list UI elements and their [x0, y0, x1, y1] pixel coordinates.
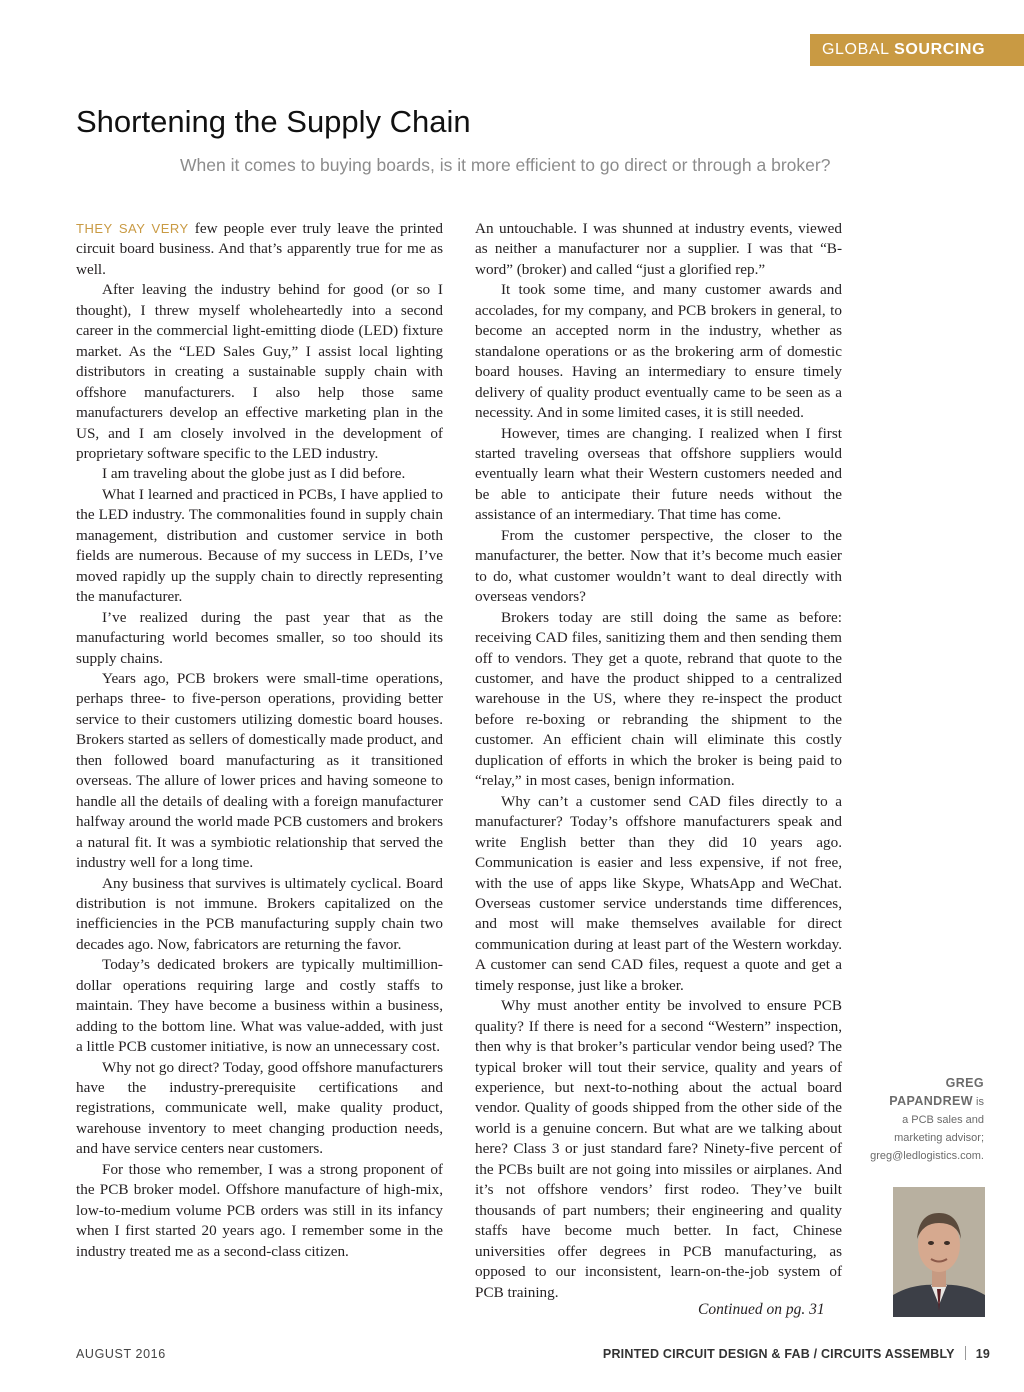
paragraph: Why can’t a customer send CAD files directly to a manufacturer? Today’s offshore manufacturers speak and write English better than they did 10 years ago. Communication is easier and less expensive, if not free, with the use of apps like Skype, WhatsApp and WeChat. Overseas customer service understands time differences, and most will make themselves available for direct communication during at least part of the Western workday. A customer can send CAD files, request a quote and get a timely response, just like a broker. — [475, 792, 842, 994]
paragraph: I’ve realized during the past year that as the manufacturing world becomes smaller, so too should its supply chains. — [76, 608, 443, 667]
author-photo — [893, 1187, 985, 1317]
section-tab — [810, 34, 1024, 66]
lead-in: THEY SAY VERY — [76, 221, 189, 236]
article-deck: When it comes to buying boards, is it more efficient to go direct or through a broker? — [180, 155, 831, 175]
bio-line-1: a PCB sales and — [902, 1114, 984, 1126]
paragraph: An untouchable. I was shunned at industry events, viewed as neither a manufacturer nor a supplier. I was that “B-word” (broker) and called “just a glorified rep.” — [475, 220, 842, 278]
paragraph: THEY SAY VERY few people ever truly leave the printed circuit board business. And that’s apparently true for me as well. — [76, 220, 443, 278]
footer-publication — [603, 1346, 990, 1361]
section-label-bold: SOURCING — [894, 41, 986, 58]
right-column — [475, 219, 842, 1303]
issue-date: AUGUST 2016 — [76, 1347, 166, 1361]
paragraph: What I learned and practiced in PCBs, I have applied to the LED industry. The commonalities found in supply chain management, distribution and customer service in both fields are numerous. Because of my success in LEDs, I’ve moved rapidly up the supply chain to directly representing the manufacturer. — [76, 485, 443, 606]
page-number: 19 — [975, 1347, 990, 1361]
paragraph: Any business that survives is ultimately cyclical. Board distribution is not immune. Brokers capitalized on the inefficiencies in the PCB manufacturing supply chain two decades ago. Now, fabricators are returning the favor. — [76, 874, 443, 953]
section-label-light: GLOBAL — [822, 41, 890, 58]
paragraph: Years ago, PCB brokers were small-time operations, perhaps three- to five-person operations, providing better service to their customers utilizing domestic board houses. Brokers started as sellers of domestically made product, and then followed board manufacturing as it transitioned overseas. The allure of lower prices and having someone to handle all the details of dealing with a foreign manufacturer halfway around the world made PCB customers and brokers a natural fit. It was a symbiotic relationship that served the industry well for a long time. — [76, 669, 443, 872]
publication-name: PRINTED CIRCUIT DESIGN & FAB / CIRCUITS ASSEMBLY — [602, 1347, 955, 1361]
paragraph: For those who remember, I was a strong proponent of the PCB broker model. Offshore manufacture of high-mix, low-to-medium volume PCB orders was still in its infancy when I first started 20 years ago. I remember some in the industry treated me as a second-class citizen. — [76, 1160, 443, 1260]
paragraph: From the customer perspective, the closer to the manufacturer, the better. Now that it’s become much easier to do, what customer wouldn’t want to deal directly with overseas vendors? — [475, 526, 842, 606]
paragraph: It took some time, and many customer awards and accolades, for my company, and PCB brokers in general, to become an accepted norm in the industry, whether as standalone operations or as the brokering arm of domestic board houses. Having an intermediary to ensure timely delivery of quality product eventually came to be seen as a necessity. And in some limited cases, it is still needed. — [475, 281, 842, 422]
paragraph: I am traveling about the globe just as I did before. — [102, 465, 406, 483]
author-last-name: PAPANDREW — [889, 1094, 973, 1108]
author-bio — [858, 1074, 984, 1165]
author-portrait-icon — [893, 1187, 985, 1317]
paragraph: Why must another entity be involved to ensure PCB quality? If there is need for a second “Western” inspection, then why is that broker’s particular vendor being used? The typical broker will tout their service, quality and years of experience, but next-to-nothing about the actual board vendor. Quality of goods shipped from the other side of the world is a genuine concern. But what are we talking about here? Class 3 or just standard fare? Ninety-five percent of the PCBs built are not going into missiles or airplanes. And it’s not offshore vendors’ first rodeo. They’ve built thousands of part numbers; their engineering and quality staffs have become much better. In fact, Chinese universities offer degrees in PCB manufacturing, as opposed to our inconsistent, learn-on-the-job system of PCB training. — [475, 997, 842, 1301]
paragraph: After leaving the industry behind for good (or so I thought), I threw myself wholeheartedly into a second career in the commercial light-emitting diode (LED) fixture market. As the “LED Sales Guy,” I assist local lighting distributors in creating a sustainable supply chain with offshore manufacturers. I also help those same manufacturers develop an effective marketing plan in the US, and I am closely involved in the development of proprietary software specific to the LED industry. — [76, 281, 443, 462]
author-first-name: GREG — [945, 1076, 984, 1090]
footer-divider — [965, 1346, 966, 1360]
bio-line-2: marketing advisor; — [894, 1132, 984, 1144]
article-title: Shortening the Supply Chain — [76, 104, 471, 139]
paragraph: However, times are changing. I realized when I first started traveling overseas that offshore suppliers would eventually learn what their Western customers needed and be able to anticipate their future needs without the assistance of an intermediary. That time has come. — [475, 424, 842, 524]
continued-note: Continued on pg. 31 — [698, 1301, 825, 1318]
paragraph: Brokers today are still doing the same as before: receiving CAD files, sanitizing them and then sending them off to vendors. They get a quote, rebrand that quote to the customer, and have the product shipped to a centralized warehouse in the US, where they re-inspect the product before re-boxing or rebranding the shipment to the customer. An efficient chain will eliminate this costly duplication of efforts in which the broker is being paid to “relay,” in most cases, benign information. — [475, 608, 842, 790]
paragraph: Today’s dedicated brokers are typically multimillion-dollar operations requiring large and costly staffs to maintain. They have become a business within a business, adding to the bottom line. What was value-added, with just a little PCB customer initiative, is now an unnecessary cost. — [76, 956, 443, 1056]
bio-is: is — [976, 1096, 984, 1108]
left-column — [76, 219, 443, 1262]
paragraph: Why not go direct? Today, good offshore manufacturers have the industry-prerequisite certifications and registrations, communicate well, make quality product, warehouse inventory to meet changing production needs, and have service centers near customers. — [76, 1058, 443, 1158]
author-email[interactable]: greg@ledlogistics.com. — [870, 1150, 984, 1162]
